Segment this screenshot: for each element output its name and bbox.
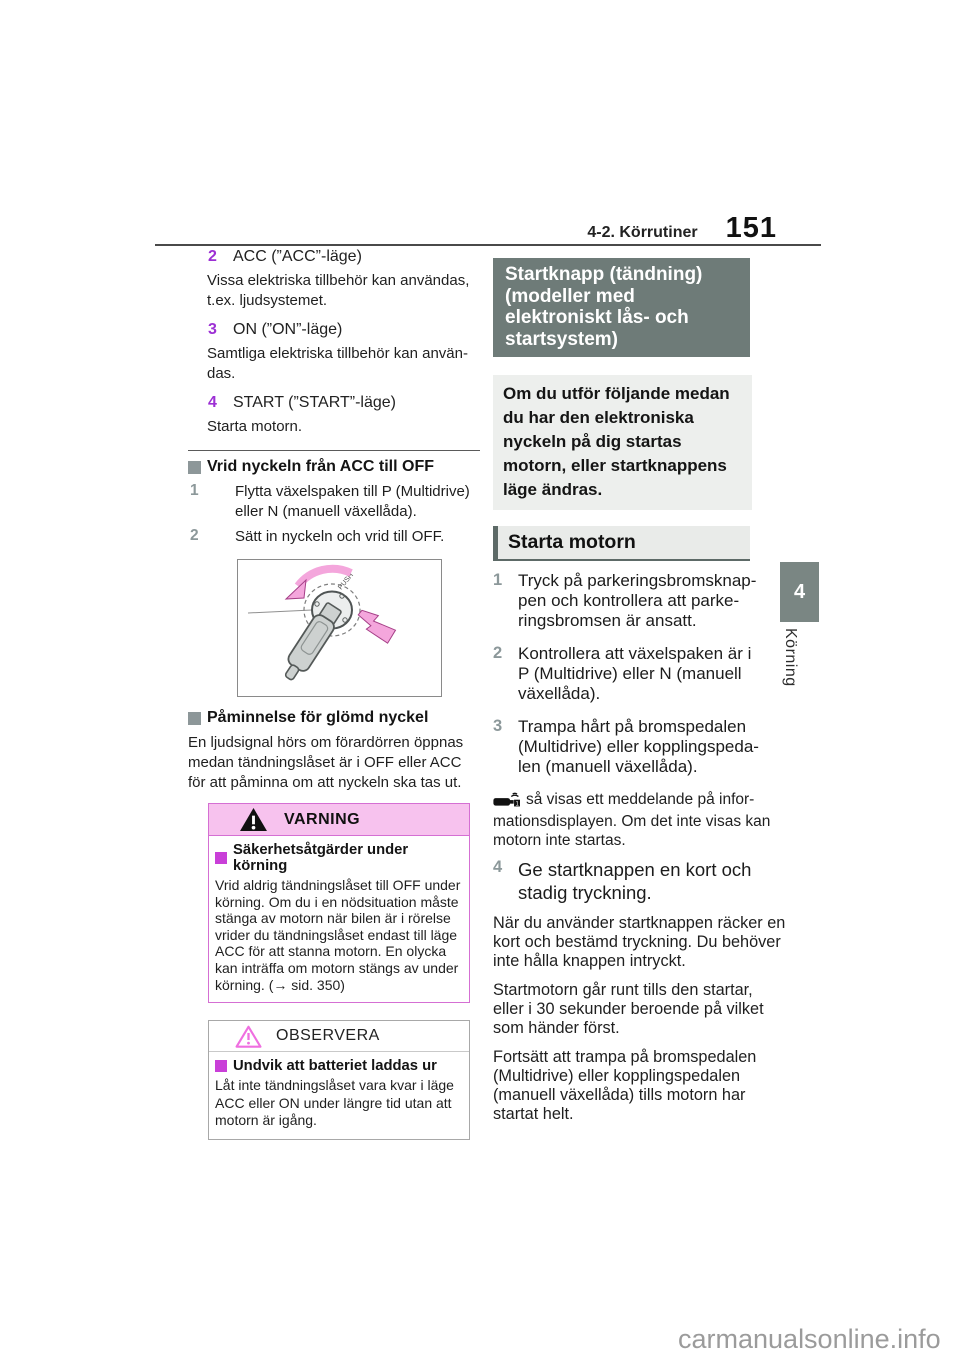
- ignition-key-illustration: [237, 559, 442, 697]
- ignition-key-figure-svg: [238, 560, 441, 696]
- step-body: Samtliga elektriska tillbehör kan användas.: [207, 345, 468, 382]
- smart-key-info-box: Om du utför följande medan du har den elektroniska nyckeln på dig startas motorn, eller startknappens läge ändras.: [493, 375, 752, 510]
- section-heading-reminder: Påminnelse för glömd nyckel: [188, 709, 480, 727]
- step-title: ACC (”ACC”-läge): [233, 248, 362, 265]
- step-number: 3: [493, 717, 503, 735]
- notice-body: Undvik att batteriet laddas ur Låt inte tändningslåset vara kvar i läge ACC eller ON under längre tid utan att motorn är igång.: [215, 1058, 454, 1129]
- section-heading-turn-key: Vrid nyckeln från ACC till OFF: [188, 458, 480, 476]
- step: 1 Tryck på parkeringsbromsknappen och kontrollera att parkeringsbromsen är ansatt.: [493, 571, 757, 630]
- notice-triangle-icon: [235, 1025, 262, 1048]
- start-engine-steps: [493, 571, 789, 777]
- chapter-tab-label: Körning: [782, 628, 799, 687]
- section-title-box: Startknapp (tändning) (modeller med elektroniskt lås- och startsystem): [493, 258, 750, 357]
- step-number: 4: [493, 858, 503, 876]
- square-bullet-icon: [188, 461, 201, 474]
- substep-number: 1: [190, 482, 199, 499]
- step-number: 2: [208, 248, 217, 265]
- substep: 1 Flytta växelspaken till P (Multidrive) eller N (manuell växellåda).: [190, 482, 470, 520]
- step-number: 3: [208, 321, 217, 338]
- warning-header: VARNING: [209, 804, 469, 836]
- step: 4 Ge startknappen en kort och stadig tryckning.: [493, 858, 752, 903]
- key-position-item: [208, 394, 480, 412]
- paragraph: Startmotorn går runt tills den startar, eller i 30 sekunder beroende på vilket som händer först.: [493, 981, 764, 1037]
- substep-number: 2: [190, 527, 199, 544]
- page-number: 151: [725, 212, 777, 244]
- warning-triangle-icon: [239, 807, 268, 832]
- svg-text:1: 1: [515, 801, 519, 807]
- watermark: carmanualsonline.info: [678, 1324, 941, 1354]
- left-column: [188, 248, 480, 1140]
- magenta-bullet-icon: [215, 1060, 227, 1072]
- chapter-breadcrumb: 4-2. Körrutiner: [587, 224, 698, 241]
- step: 3 Trampa hårt på bromspedalen (Multidrive) eller kopplingspedalen (manuell växellåda).: [493, 717, 759, 776]
- paragraph: Fortsätt att trampa på bromspedalen (Multidrive) eller kopplingspedalen (manuell växellåda) tills motorn har startat helt.: [493, 1048, 757, 1123]
- start-engine-heading: Starta motorn: [493, 526, 750, 561]
- header-rule: [155, 244, 821, 246]
- smart-key-icon: [493, 790, 520, 812]
- step-number: 4: [208, 394, 217, 411]
- step-title: ON (”ON”-läge): [233, 321, 343, 338]
- key-position-item: [208, 321, 480, 339]
- magenta-bullet-icon: [215, 852, 227, 864]
- figure-push-label: PUSH: [337, 571, 356, 592]
- substep: 2 Sätt in nyckeln och vrid till OFF.: [190, 527, 445, 545]
- page-header: [155, 212, 821, 245]
- notice-box: [208, 1020, 470, 1140]
- notice-header: OBSERVERA: [209, 1021, 469, 1052]
- smart-key-message-note: 1 så visas ett meddelande på informationsdisplayen. Om det inte visas kan motorn inte startas.: [493, 791, 771, 849]
- paragraph: När du använder startknappen räcker en kort och bestämd tryckning. Du behöver inte hålla knappen intryckt.: [493, 914, 786, 970]
- right-column: [493, 258, 789, 1134]
- key-position-item: [208, 248, 480, 266]
- chapter-tab: 4: [780, 562, 819, 622]
- step-number: 1: [493, 571, 503, 589]
- warning-box: [208, 803, 470, 1003]
- step-number: 2: [493, 644, 503, 662]
- step-body: Starta motorn.: [207, 418, 303, 435]
- reminder-body: En ljudsignal hörs om förardörren öppnas medan tändningslåset är i OFF eller ACC för att påminna om att nyckeln ska tas ut.: [188, 734, 464, 791]
- warning-body: Säkerhetsåtgärder under körning Vrid aldrig tändningslåset till OFF under körning. Om du i en nödsituation måste stänga av motorn när bilen är i rörelse vrider du tändningslåset endast till läge ACC för att stanna motorn. En olycka kan inträffa om motorn stängs av under körning. (→ sid. 350): [215, 842, 461, 993]
- section-divider: [188, 450, 480, 451]
- square-bullet-icon: [188, 712, 201, 725]
- step-body: Vissa elektriska tillbehör kan användas, t.ex. ljudsystemet.: [207, 272, 470, 309]
- step: 2 Kontrollera att växelspaken är i P (Multidrive) eller N (manuell växellåda).: [493, 644, 752, 703]
- step-title: START (”START”-läge): [233, 394, 396, 411]
